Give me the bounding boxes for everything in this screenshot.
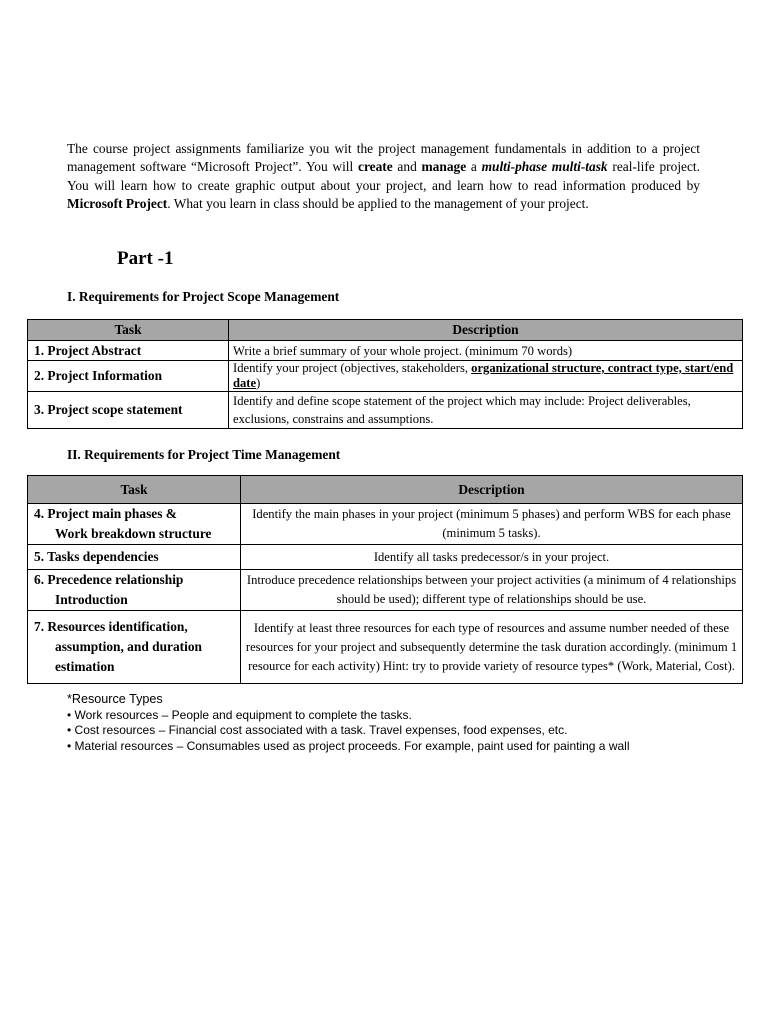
part-title: Part -1: [117, 248, 174, 269]
task-cell: 3. Project scope statement: [28, 392, 229, 429]
description-cell: Identify your project (objectives, stakeholders, organizational structure, contract type, start/end date): [229, 361, 743, 392]
description-cell: Identify the main phases in your project (minimum 5 phases) and perform WBS for each phase (minimum 5 tasks).: [241, 504, 743, 545]
list-item: • Material resources – Consumables used as project proceeds. For example, paint used for painting a wall: [67, 738, 630, 753]
task-cell: 4. Project main phases & Work breakdown structure: [28, 504, 241, 545]
description-cell: Identify at least three resources for each type of resources and assume number needed of these resources for your project and subsequently determine the task duration accordingly. (minimum 1 resource for each activity) Hint: try to provide variety of resource types* (Work, Material, Cost).: [241, 611, 743, 684]
header-description: Description: [229, 320, 743, 341]
notes-title: *Resource Types: [67, 692, 163, 706]
description-cell: Identify and define scope statement of the project which may include: Project deliverables, exclusions, constrains and assumptions.: [229, 392, 743, 429]
description-cell: Identify all tasks predecessor/s in your project.: [241, 545, 743, 570]
table-header-row: [28, 476, 743, 504]
table-row: [28, 504, 743, 545]
task-cell: 5. Tasks dependencies: [28, 545, 241, 570]
section-scope-title: I. Requirements for Project Scope Management: [67, 289, 340, 304]
header-task: Task: [28, 476, 241, 504]
resource-types-notes: [67, 692, 630, 754]
table-header-row: [28, 320, 743, 341]
task-cell: 7. Resources identification, assumption, and duration estimation: [28, 611, 241, 684]
list-item: • Cost resources – Financial cost associated with a task. Travel expenses, food expenses, etc.: [67, 723, 568, 737]
table-row: [28, 341, 743, 361]
time-requirements-table: [27, 475, 743, 684]
table-row: [28, 361, 743, 392]
task-cell: 2. Project Information: [28, 361, 229, 392]
list-item: • Work resources – People and equipment to complete the tasks.: [67, 707, 412, 722]
intro-paragraph: The course project assignments familiarize you wit the project management fundamentals in addition to a project management software “Microsoft Project”. You will create and manage a multi-phase multi-task real-life project. You will learn how to create graphic output about your project, and learn how to read information produced by Microsoft Project. What you learn in class should be applied to the management of your project.: [67, 141, 701, 211]
description-cell: Introduce precedence relationships between your project activities (a minimum of 4 relationships should be used); different type of relationships should be use.: [241, 570, 743, 611]
header-description: Description: [241, 476, 743, 504]
table-row: [28, 611, 743, 684]
table-row: [28, 570, 743, 611]
task-cell: 6. Precedence relationship Introduction: [28, 570, 241, 611]
section-time-title: II. Requirements for Project Time Management: [67, 447, 341, 462]
scope-requirements-table: [27, 319, 743, 429]
table-row: [28, 392, 743, 429]
table-row: [28, 545, 743, 570]
description-cell: Write a brief summary of your whole project. (minimum 70 words): [229, 341, 743, 361]
header-task: Task: [28, 320, 229, 341]
task-cell: 1. Project Abstract: [28, 341, 229, 361]
